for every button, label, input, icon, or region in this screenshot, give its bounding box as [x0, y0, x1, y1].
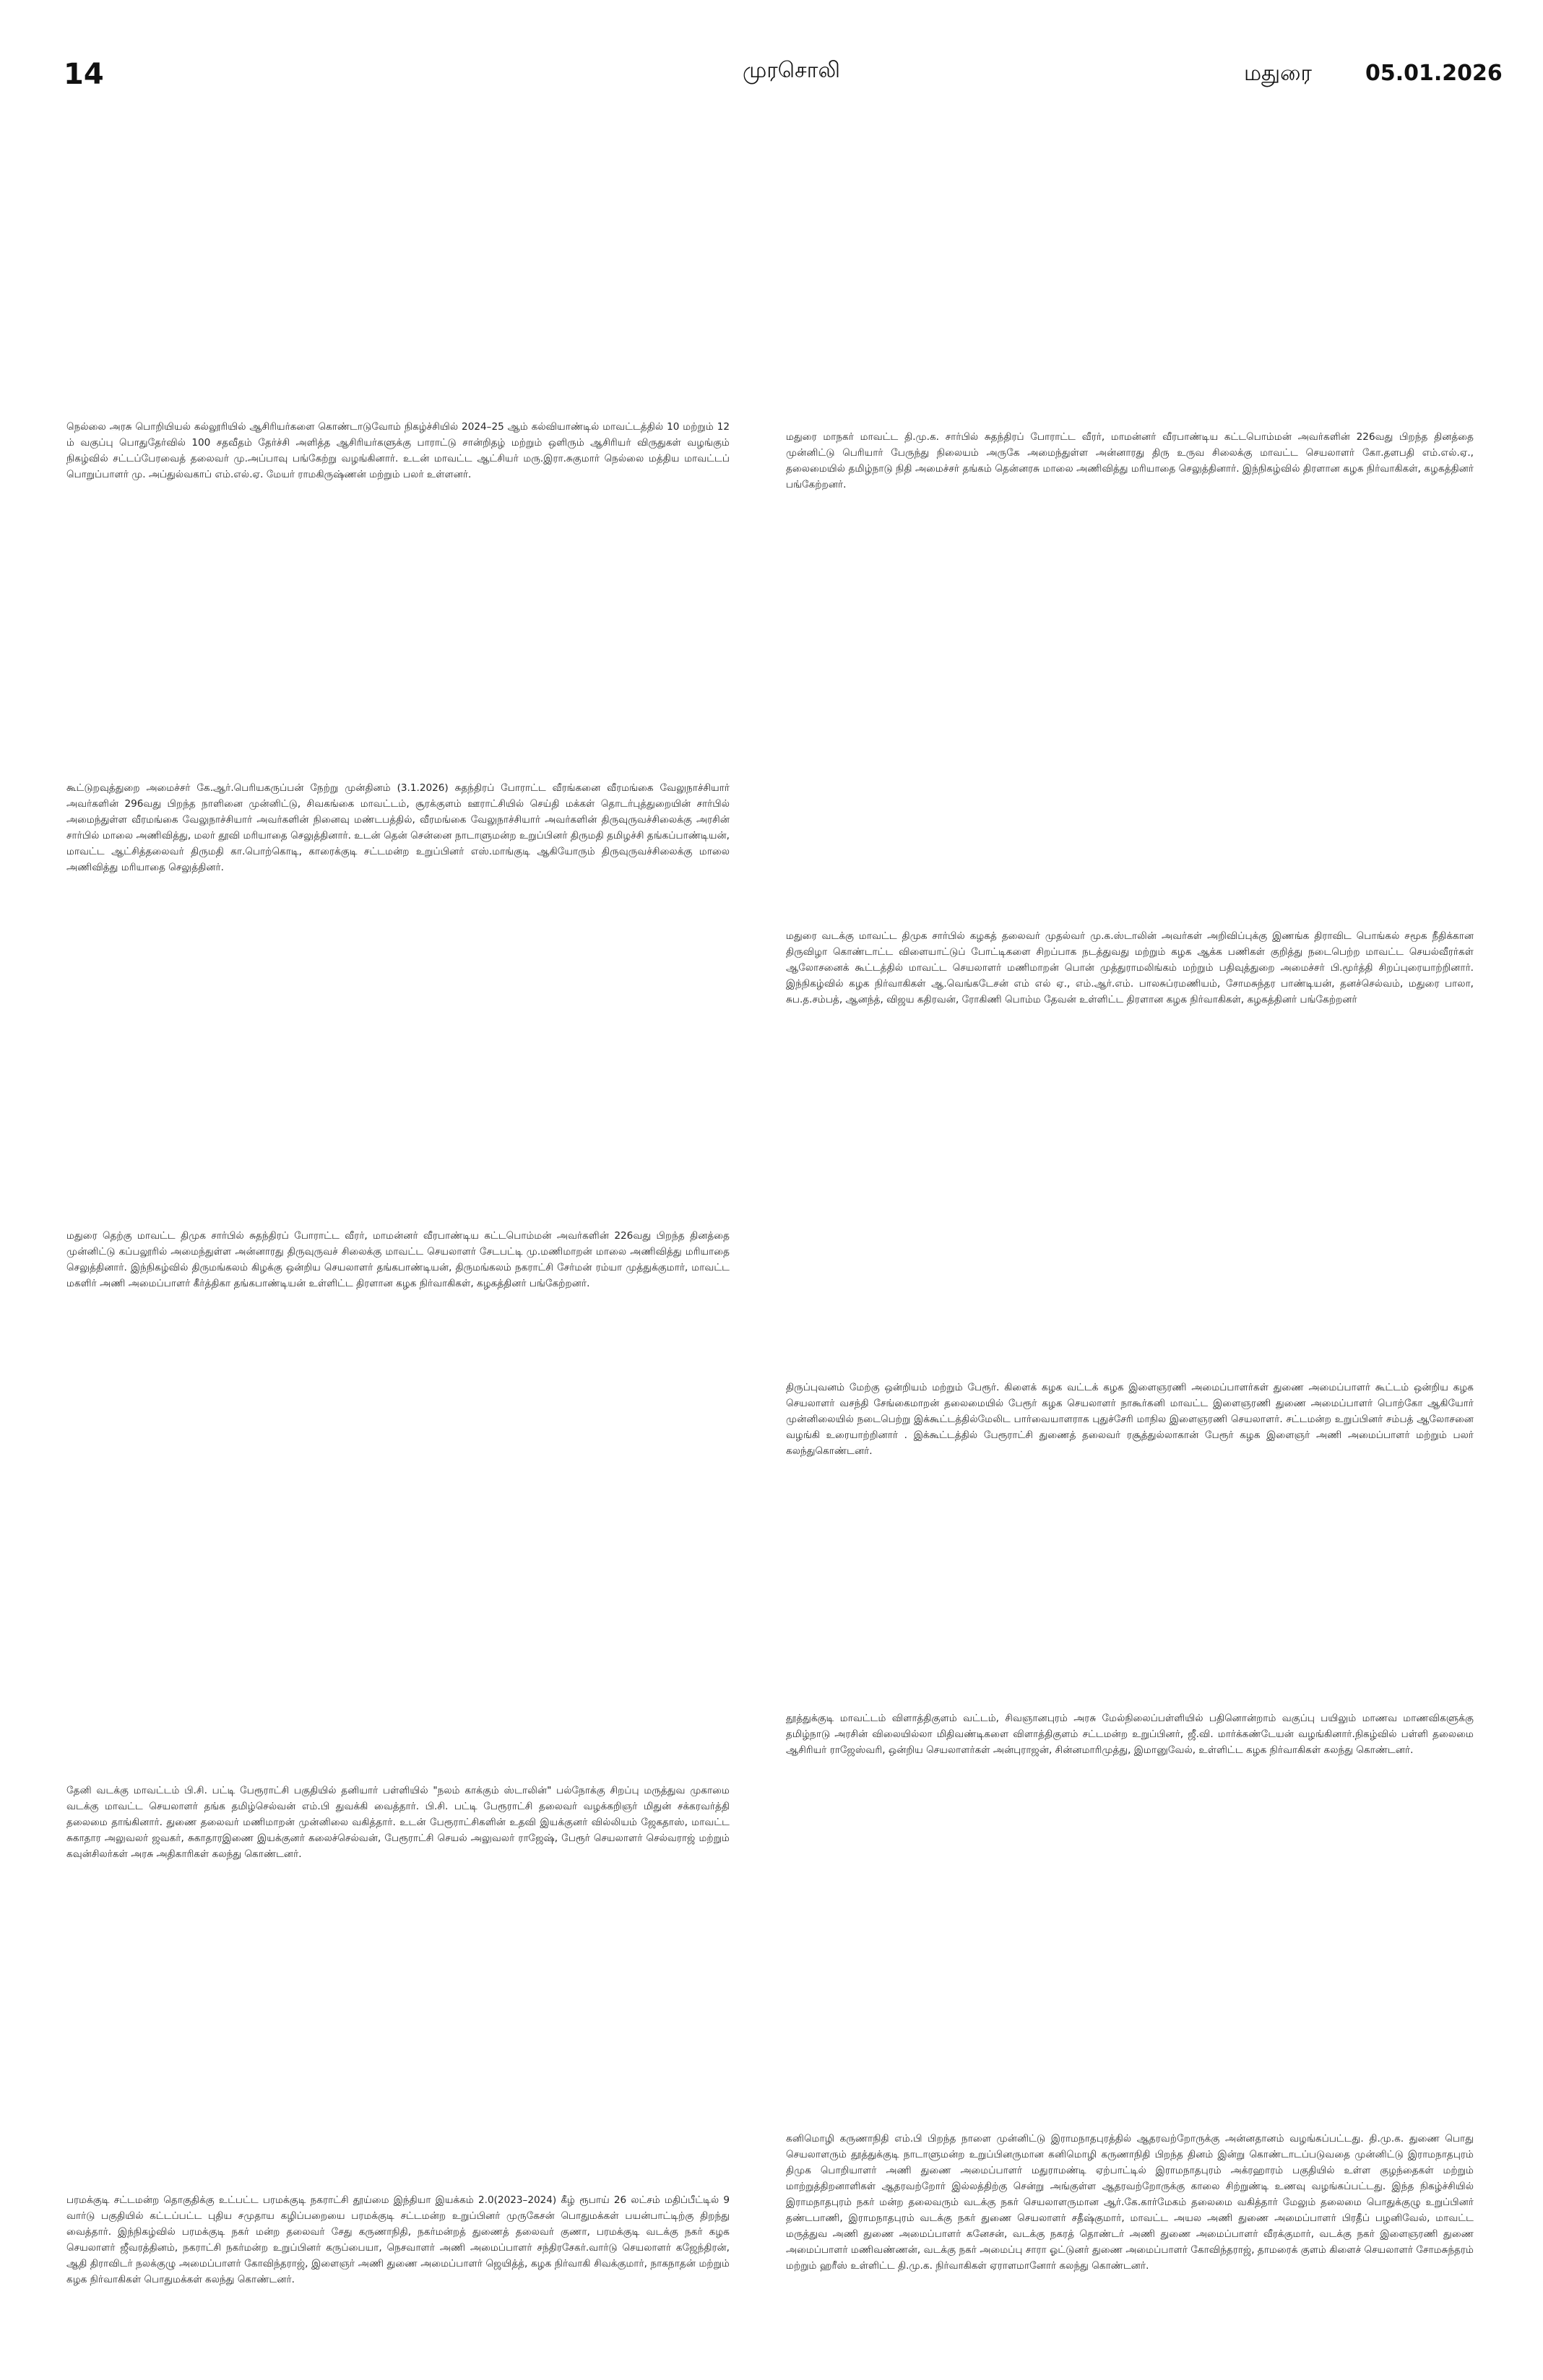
photo-caption-madurai-north-meeting: மதுரை வடக்கு மாவட்ட திமுக சார்பில் கழகத் தலைவர் முதல்வர் மு.க.ஸ்டாலின் அவர்கள் அறிவிப்புக்கு இணங்க திராவிட பொங்கல் சமூக நீதிக்கான திருவிழா கொண்டாட்ட விளையாட்டுப் போட்டிகளை சிறப்பாக நடத்துவது மற்றும் கழக ஆக்க பணிகள் குறித்து நடைபெற்ற மாவட்ட செயல்வீரர்கள் ஆலோசனைக் கூட்டத்தில் மாவட்ட செயலாளர் மணிமாறன் பொன் முத்துராமலிங்கம் மற்றும் பதிவுத்துறை அமைச்சர் பி.மூர்த்தி சிறப்புரையாற்றினார். இந்நிகழ்வில் கழக நிர்வாகிகள் ஆ.வெங்கடேசன் எம் எல் ஏ., எம்.ஆர்.எம். பாலசுப்ரமணியம், சோமசுந்தர பாண்டியன், தனச்செல்வம், மதுரை பாலா, சுப.த.சம்பத், ஆனந்த், விஜய கதிரவன், ரோகிணி பொம்ம தேவன் உள்ளிட்ட திரளான கழக நிர்வாகிகள், கழகத்தினர் பங்கேற்றனர் [786, 930, 1474, 1005]
masthead: முரசொலி [743, 58, 840, 83]
photo-caption-madurai-south-kattabomman: மதுரை தெற்கு மாவட்ட திமுக சார்பில் சுதந்திரப் போராட்ட வீரர், மாமன்னர் வீரபாண்டிய கட்டபொம்மன் அவர்களின் 226வது பிறந்த தினத்தை முன்னிட்டு கப்பலூரில் அமைந்துள்ள அன்னாரது திருவுருவச் சிலைக்கு மாவட்ட செயலாளர் சேடபட்டி மு.மணிமாறன் மாலை அணிவித்து மரியாதை செலுத்தினார். இந்நிகழ்வில் திருமங்கலம் கிழக்கு ஒன்றிய செயலாளர் தங்கபாண்டியன், திருமங்கலம் நகராட்சி சேர்மன் ரம்யா முத்துக்குமார், மாவட்ட மகளிர் அணி அமைப்பாளர் கீர்த்திகா தங்கபாண்டியன் உள்ளிட்ட திரளான கழக நிர்வாகிகள், கழகத்தினர் பங்கேற்றனர். [66, 1230, 730, 1289]
page-number: 14 [64, 58, 104, 91]
photo-caption-nellai-teachers: நெல்லை அரசு பொறியியல் கல்லூரியில் ஆசிரியர்களை கொண்டாடுவோம் நிகழ்ச்சியில் 2024–25 ஆம் கல்வியாண்டில் மாவட்டத்தில் 10 மற்றும் 12 ம் வகுப்பு பொதுதேர்வில் 100 சதவீதம் தேர்ச்சி அளித்த ஆசிரியர்களுக்கு பாராட்டு சான்றிதழ் மற்றும் ஒளிரும் ஆசிரியர் விருதுகள் வழங்கும் நிகழ்வில் சட்டப்பேரவைத் தலைவர் மு.அப்பாவு பங்கேற்று வழங்கினார். உடன் மாவட்ட ஆட்சியர் மரு.இரா.சுகுமார் நெல்லை மத்திய மாவட்டப் பொறுப்பாளர் மு. அப்துல்வகாப் எம்.எல்.ஏ. மேயர் ராமகிருஷ்ணன் மற்றும் பலர் உள்ளனர். [66, 421, 730, 480]
photo-caption-theni-medical-camp: தேனி வடக்கு மாவட்டம் பி.சி. பட்டி பேரூராட்சி பகுதியில் தனியார் பள்ளியில் "நலம் காக்கும் ஸ்டாலின்" பல்நோக்கு சிறப்பு மருத்துவ முகாமை வடக்கு மாவட்ட செயலாளர் தங்க தமிழ்செல்வன் எம்.பி துவக்கி வைத்தார். பி.சி. பட்டி பேரூராட்சி தலைவர் வழக்கறிஞர் மிதுன் சக்கரவர்த்தி தலைமை தாங்கினார். துணை தலைவர் மணிமாறன் முன்னிலை வகித்தார். உடன் பேரூராட்சிகளின் உதவி இயக்குனர் வில்லியம் ஜேகதாஸ், மாவட்ட சுகாதார அலுவலர் ஜவகர், சுகாதாரஇணை இயக்குனர் கலைச்செல்வன், பேரூராட்சி செயல் அலுவலர் ராஜேஷ், பேரூர் செயலாளர் செல்வராஜ் மற்றும் கவுன்சிலர்கள் அரசு அதிகாரிகள் கலந்து கொண்டனர். [66, 1785, 730, 1860]
photo-caption-velunachiyar: கூட்டுறவுத்துறை அமைச்சர் கே.ஆர்.பெரியகருப்பன் நேற்று முன்தினம் (3.1.2026) சுதந்திரப் போராட்ட வீரங்கனை வீரமங்கை வேலுநாச்சியார் அவர்களின் 296வது பிறந்த நாளினை முன்னிட்டு, சிவகங்கை மாவட்டம், சூரக்குளம் ஊராட்சியில் செய்தி மக்கள் தொடர்புத்துறையின் சார்பில் அமைந்துள்ள வீரமங்கை வேலுநாச்சியார் அவர்களின் நினைவு மண்டபத்தில், வீரமங்கை வேலுநாச்சியார் அவர்களின் திருவுருவச்சிலைக்கு அரசின் சார்பில் மாலை அணிவித்து, மலர் தூவி மரியாதை செலுத்தினார். உடன் தென் சென்னை நாடாளுமன்ற உறுப்பினர் திருமதி தமிழச்சி தங்கப்பாண்டியன், மாவட்ட ஆட்சித்தலைவர் திருமதி கா.பொற்கொடி, காரைக்குடி சட்டமன்ற உறுப்பினர் எஸ்.மாங்குடி ஆகியோரும் திருவுருவச்சிலைக்கு மாலை அணிவித்து மரியாதை செலுத்தினர். [66, 782, 730, 873]
edition-name: மதுரை [1244, 61, 1313, 86]
photo-caption-thiruppuvanam-meeting: திருப்புவனம் மேற்கு ஒன்றியம் மற்றும் பேரூர். கிளைக் கழக வட்டக் கழக இளைஞரணி அமைப்பாளர்கள் துணை அமைப்பாளர் கூட்டம் ஒன்றிய கழக செயலாளர் வசந்தி சேங்கைமாறன் தலைமையில் பேரூர் கழக செயலாளர் நாகூர்கனி மாவட்ட இளைஞரணி துணை அமைப்பாளர் பொற்கோ ஆகியோர் முன்னிலையில் நடைபெற்று இக்கூட்டத்தில்மேலிட பார்வையாளராக புதுச்சேரி மாநில இளைஞரணி செயலாளர். சட்டமன்ற உறுப்பினர் சம்பத் ஆலோசனை வழங்கி உரையாற்றினார் . இக்கூட்டத்தில் பேரூராட்சி துணைத் தலைவர் ரசூத்துல்லாகான் பேரூர் கழக இளைஞர் அணி அமைப்பாளர் மற்றும் பலர் கலந்துகொண்டனர். [786, 1382, 1474, 1457]
issue-date: 05.01.2026 [1365, 61, 1503, 86]
photo-caption-kanimozhi-birthday: கனிமொழி கருணாநிதி எம்.பி பிறந்த நாளை முன்னிட்டு இராமநாதபுரத்தில் ஆதரவற்றோருக்கு அன்னதானம் வழங்கப்பட்டது. தி.மு.க. துணை பொது செயலாளரும் தூத்துக்குடி நாடாளுமன்ற உறுப்பினருமான கனிமொழி கருணாநிதி பிறந்த தினம் இன்று கொண்டாடப்படுவதை முன்னிட்டு இராமநாதபுரம் திமுக பொறியாளர் அணி துணை அமைப்பாளர் மதுராமண்டி ஏற்பாட்டில் இராமநாதபுரம் அக்ரஹாரம் பகுதியில் உள்ள குழந்தைகள் மற்றும் மாற்றுத்திறனாளிகள் ஆதரவற்றோர் இல்லத்திற்கு சென்று அங்குள்ள ஆதரவற்றோருக்கு காலை சிற்றுண்டி உணவு வழங்கப்பட்டது. இந்த நிகழ்ச்சியில் இராமநாதபுரம் நகர் மன்ற தலைவரும் வடக்கு நகர் செயலாளருமான ஆர்.கே.கார்மேகம் தலைமை வகித்தார் மேலும் தலைமை பொதுக்குழு உறுப்பினர் தண்டபாணி, இராமநாதபுரம் வடக்கு நகர் துணை செயலாளர் சதீஷ்குமார், மாவட்ட அயல அணி துணை அமைப்பாளர் பிரதீப் பழனிவேல், மாவட்ட மருத்துவ அணி துணை அமைப்பாளர் கனேசன், வடக்கு நகரத் தொண்டர் அணி துணை அமைப்பாளர் வீரக்குமார், வடக்கு நகர் இளைஞரணி துணை அமைப்பாளர் மணிவண்ணன், வடக்கு நகர் அமைப்பு சாரா ஓட்டுனர் துணை அமைப்பாளர் கோவிந்தராஜ், தாமரைக் குளம் கிளைச் செயலாளர் சோமசுந்தரம் மற்றும் ஹரீஸ் உள்ளிட்ட தி.மு.க. நிர்வாகிகள் ஏராளமானோர் கலந்து கொண்டனர். [786, 2133, 1474, 2272]
photo-caption-madurai-kattabomman: மதுரை மாநகர் மாவட்ட தி.மு.க. சார்பில் சுதந்திரப் போராட்ட வீரர், மாமன்னர் வீரபாண்டிய கட்டபொம்மன் அவர்களின் 226வது பிறந்த தினத்தை முன்னிட்டு பெரியார் பேருந்து நிலையம் அருகே அமைந்துள்ள அன்னாரது திரு உருவ சிலைக்கு மாவட்ட செயலாளர் கோ.தளபதி எம்.எல்.ஏ., தலைமையில் தமிழ்நாடு நிதி அமைச்சர் தங்கம் தென்னரசு மாலை அணிவித்து மரியாதை செலுத்தினார். இந்நிகழ்வில் திரளான கழக நிர்வாகிகள், கழகத்தினர் பங்கேற்றனர். [786, 431, 1474, 490]
photo-caption-bicycle-distribution: தூத்துக்குடி மாவட்டம் விளாத்திகுளம் வட்டம், சிவஞானபுரம் அரசு மேல்நிலைப்பள்ளியில் பதினொன்றாம் வகுப்பு பயிலும் மாணவ மாணவிகளுக்கு தமிழ்நாடு அரசின் விலையில்லா மிதிவண்டிகளை விளாத்திகுளம் சட்டமன்ற உறுப்பினர், ஜீ.வி. மார்க்கண்டேயன் வழங்கினார்.நிகழ்வில் பள்ளி தலைமை ஆசிரியர் ராஜேஸ்வரி, ஒன்றிய செயலாளர்கள் அன்புராஜன், சின்னமாரிமுத்து, இமானுவேல், உள்ளிட்ட கழக நிர்வாகிகள் கலந்து கொண்டனர். [786, 1713, 1474, 1756]
photo-caption-paramakudi-toilet: பரமக்குடி சட்டமன்ற தொகுதிக்கு உட்பட்ட பரமக்குடி நகராட்சி தூய்மை இந்தியா இயக்கம் 2.0(2023–2024) கீழ் ரூபாய் 26 லட்சம் மதிப்பீட்டில் 9 வார்டு பகுதியில் கட்டப்பட்ட புதிய சமுதாய கழிப்பறையை பரமக்குடி சட்டமன்ற உறுப்பினர் முருகேசன் பொதுமக்கள் பயன்பாட்டிற்கு திறந்து வைத்தார். இந்நிகழ்வில் பரமக்குடி நகர் மன்ற தலைவர் சேது கருணாநிதி, நகர்மன்றத் துணைத் தலைவர் குணா, பரமக்குடி வடக்கு நகர் கழக செயலாளர் ஜீவரத்தினம், நகராட்சி நகர்மன்ற உறுப்பினர் கருப்பையா, நெசவாளர் அணி அமைப்பாளர் சந்திரசேகர்.வார்டு செயலாளர் கஜேந்திரன், ஆதி திராவிடர் நலக்குழு அமைப்பாளர் கோவிந்தராஜ், இளைஞர் அணி துணை அமைப்பாளர் ஜெயித்த், கழக நிர்வாகி சிவக்குமார், நாகநாதன் மற்றும் கழக நிர்வாகிகள் பொதுமக்கள் கலந்து கொண்டனர். [66, 2194, 730, 2285]
